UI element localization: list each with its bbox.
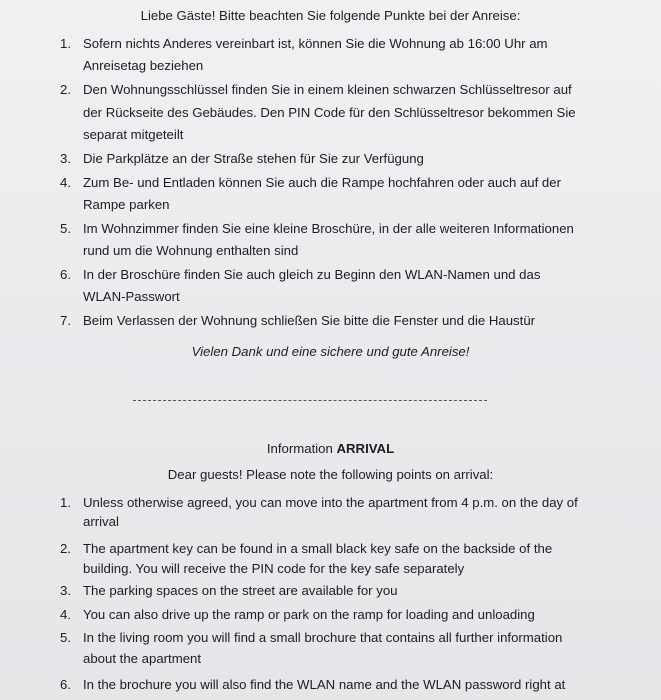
de-item-3-number: 3. <box>60 151 71 166</box>
de-item-7-line-1: Beim Verlassen der Wohnung schließen Sie bitte die Fenster und die Haustür <box>83 313 536 328</box>
de-item-4-line-1: Zum Be- und Entladen können Sie auch die Rampe hochfahren oder auch auf der <box>83 175 561 190</box>
de-item-2-line-3: separat mitgeteilt <box>83 127 184 142</box>
de-item-5-line-2: rund um die Wohnung enthalten sind <box>83 243 299 258</box>
de-item-1-line-2: Anreisetag beziehen <box>83 58 204 73</box>
en-item-6-line-1: In the brochure you will also find the WLAN name and the WLAN password right at <box>83 677 566 692</box>
section-divider <box>133 400 487 401</box>
en-item-5-line-1: In the living room you will find a small brochure that contains all further information <box>83 630 563 645</box>
de-item-6-line-2: WLAN-Passwort <box>83 289 180 304</box>
en-item-2-number: 2. <box>60 541 71 556</box>
en-item-3-line-1: The parking spaces on the street are available for you <box>83 583 398 598</box>
en-item-5-number: 5. <box>60 630 71 645</box>
english-heading-prefix: Information <box>266 441 337 456</box>
english-heading <box>0 440 661 458</box>
english-greeting: Dear guests! Please note the following points on arrival: <box>167 467 494 482</box>
de-item-6-number: 6. <box>60 267 71 282</box>
en-item-2-line-1: The apartment key can be found in a small black key safe on the backside of the <box>83 541 553 556</box>
de-item-6-line-1: In der Broschüre finden Sie auch gleich zu Beginn den WLAN-Namen und das <box>83 267 541 282</box>
de-item-1-number: 1. <box>60 36 71 51</box>
en-item-5-line-2: about the apartment <box>83 651 202 666</box>
en-item-4-line-1: You can also drive up the ramp or park on the ramp for loading and unloading <box>83 607 535 622</box>
german-greeting: Liebe Gäste! Bitte beachten Sie folgende Punkte bei der Anreise: <box>140 8 521 23</box>
de-item-3-line-1: Die Parkplätze an der Straße stehen für Sie zur Verfügung <box>83 151 424 166</box>
de-item-4-number: 4. <box>60 175 71 190</box>
en-item-1-line-1: Unless otherwise agreed, you can move into the apartment from 4 p.m. on the day of <box>83 495 578 510</box>
en-item-4-number: 4. <box>60 607 71 622</box>
english-heading-bold: ARRIVAL <box>336 441 395 456</box>
en-item-1-line-2: arrival <box>83 514 119 529</box>
en-item-6-number: 6. <box>60 677 71 692</box>
de-item-2-line-1: Den Wohnungsschlüssel finden Sie in einem kleinen schwarzen Schlüsseltresor auf <box>83 82 572 97</box>
en-item-2-line-2: building. You will receive the PIN code for the key safe separately <box>83 561 465 576</box>
de-item-7-number: 7. <box>60 313 71 328</box>
de-item-2-number: 2. <box>60 82 71 97</box>
de-item-5-line-1: Im Wohnzimmer finden Sie eine kleine Broschüre, in der alle weiteren Informationen <box>83 221 574 236</box>
de-item-4-line-2: Rampe parken <box>83 197 170 212</box>
de-item-1-line-1: Sofern nichts Anderes vereinbart ist, können Sie die Wohnung ab 16:00 Uhr am <box>83 36 548 51</box>
german-closing: Vielen Dank und eine sichere und gute Anreise! <box>191 344 470 359</box>
de-item-5-number: 5. <box>60 221 71 236</box>
en-item-3-number: 3. <box>60 583 71 598</box>
de-item-2-line-2: der Rückseite des Gebäudes. Den PIN Code für den Schlüsseltresor bekommen Sie <box>83 105 576 120</box>
en-item-1-number: 1. <box>60 495 71 510</box>
